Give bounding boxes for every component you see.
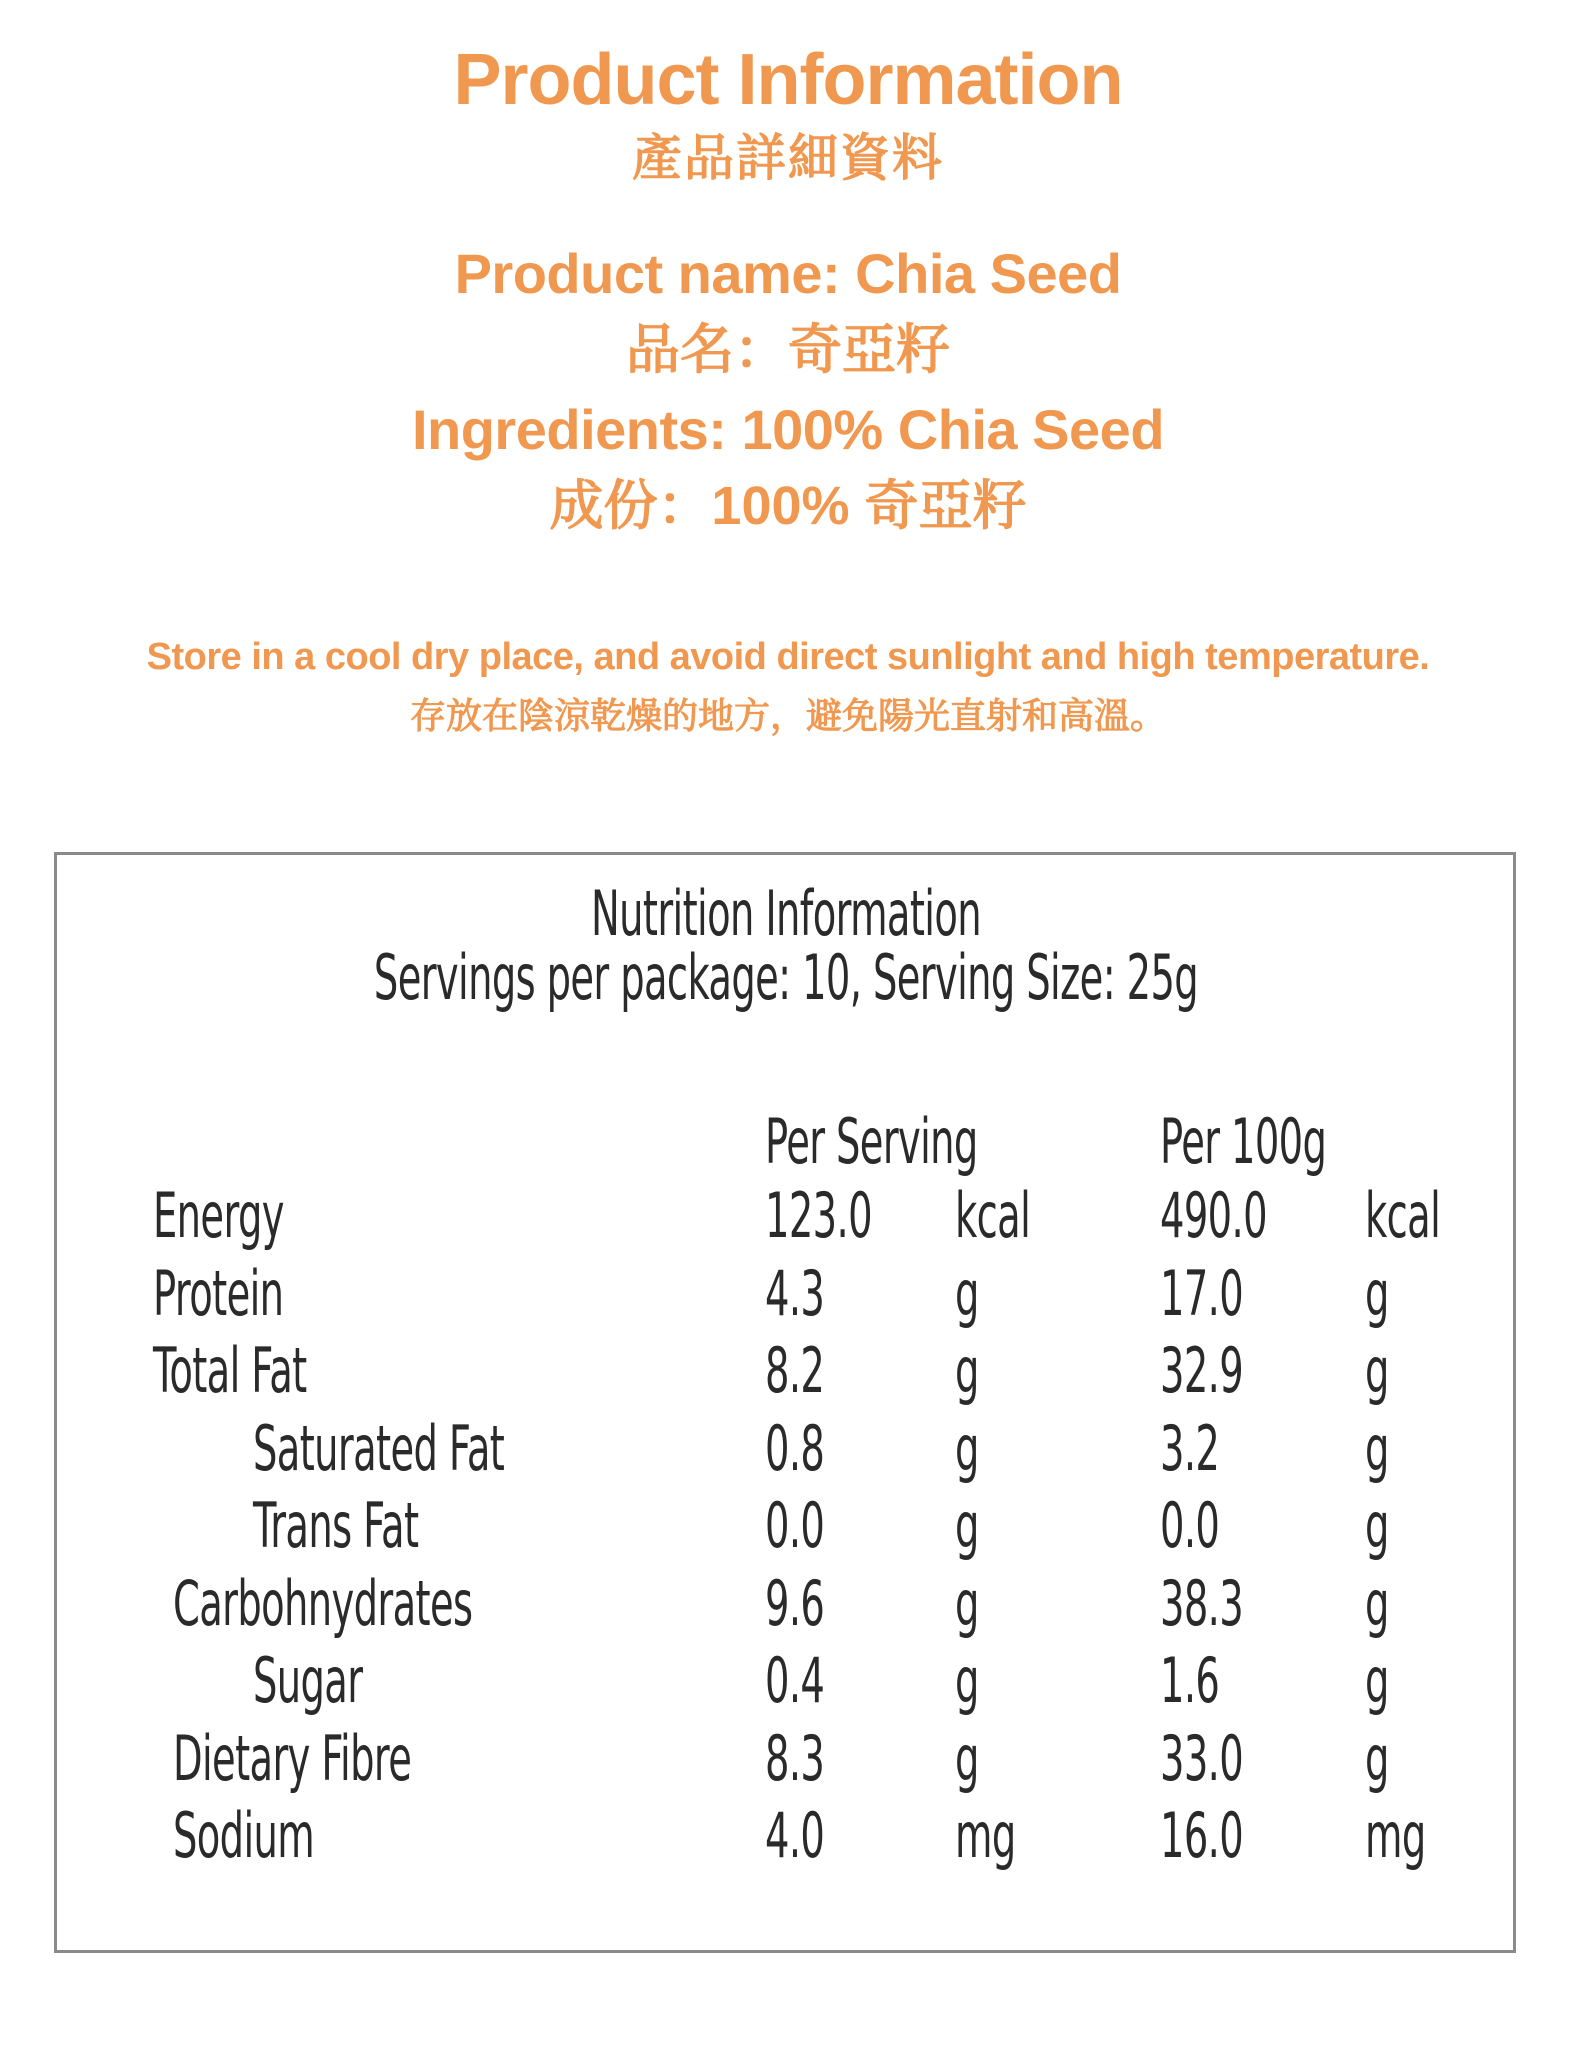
per-100g-value: 0.0 [1160,1489,1220,1562]
page-title-chinese: 產品詳細資料 [632,130,944,186]
nutrient-label: Total Fat [153,1334,307,1407]
per-100g-unit: g [1365,1721,1389,1795]
nutrient-label: Trans Fat [253,1489,419,1562]
product-name-chinese: 品名：奇亞籽 [626,320,950,380]
page-title: Product Information [453,40,1123,120]
per-100g-value: 38.3 [1160,1566,1244,1640]
product-name: Product name: Chia Seed [454,242,1122,305]
per-100g-value: 16.0 [1160,1799,1244,1872]
column-header-per-100g: Per 100g [1160,1105,1327,1178]
nutrient-label: Energy [153,1179,284,1252]
per-serving-value: 8.3 [765,1721,825,1795]
per-serving-unit: mg [955,1799,1016,1872]
per-100g-unit: kcal [1365,1179,1441,1252]
per-serving-value: 0.8 [765,1411,825,1485]
per-100g-value: 17.0 [1160,1256,1244,1330]
column-header-per-serving: Per Serving [765,1105,978,1178]
storage-instructions: Store in a cool dry place, and avoid direct sunlight and high temperature. [146,636,1430,678]
nutrient-label: Carbohnydrates [173,1566,473,1640]
per-serving-unit: kcal [955,1179,1031,1252]
nutrient-label: Protein [153,1256,284,1330]
servings-info: Servings per package: 10, Serving Size: 25g [373,941,1199,1014]
per-serving-unit: g [955,1334,979,1407]
per-100g-unit: g [1365,1644,1389,1717]
per-100g-value: 32.9 [1160,1334,1244,1407]
per-serving-value: 0.4 [765,1644,825,1717]
per-serving-value: 4.3 [765,1256,825,1330]
per-100g-unit: g [1365,1256,1389,1330]
per-100g-unit: g [1365,1334,1389,1407]
per-serving-unit: g [955,1566,979,1640]
nutrition-title: Nutrition Information [590,877,982,950]
ingredients: Ingredients: 100% Chia Seed [411,398,1165,461]
per-100g-value: 3.2 [1160,1411,1220,1485]
ingredients-chinese: 成份：100% 奇亞籽 [549,476,1027,536]
per-100g-unit: g [1365,1411,1389,1485]
per-100g-value: 490.0 [1160,1179,1267,1252]
per-serving-unit: g [955,1411,979,1485]
per-serving-unit: g [955,1256,979,1330]
per-serving-unit: g [955,1721,979,1795]
per-serving-value: 9.6 [765,1566,825,1640]
per-serving-unit: g [955,1644,979,1717]
per-serving-value: 4.0 [765,1799,825,1872]
storage-instructions-chinese: 存放在陰涼乾燥的地方，避免陽光直射和高溫。 [409,695,1166,736]
per-100g-unit: g [1365,1489,1389,1562]
nutrient-label: Dietary Fibre [173,1721,412,1795]
nutrient-label: Sugar [253,1644,363,1717]
per-100g-value: 1.6 [1160,1644,1220,1717]
per-100g-unit: mg [1365,1799,1426,1872]
nutrient-label: Sodium [173,1799,315,1872]
per-serving-unit: g [955,1489,979,1562]
per-serving-value: 0.0 [765,1489,825,1562]
per-100g-unit: g [1365,1566,1389,1640]
per-serving-value: 123.0 [765,1179,872,1252]
nutrition-panel [54,852,1516,1953]
per-100g-value: 33.0 [1160,1721,1244,1795]
per-serving-value: 8.2 [765,1334,825,1407]
nutrient-label: Saturated Fat [253,1411,505,1485]
